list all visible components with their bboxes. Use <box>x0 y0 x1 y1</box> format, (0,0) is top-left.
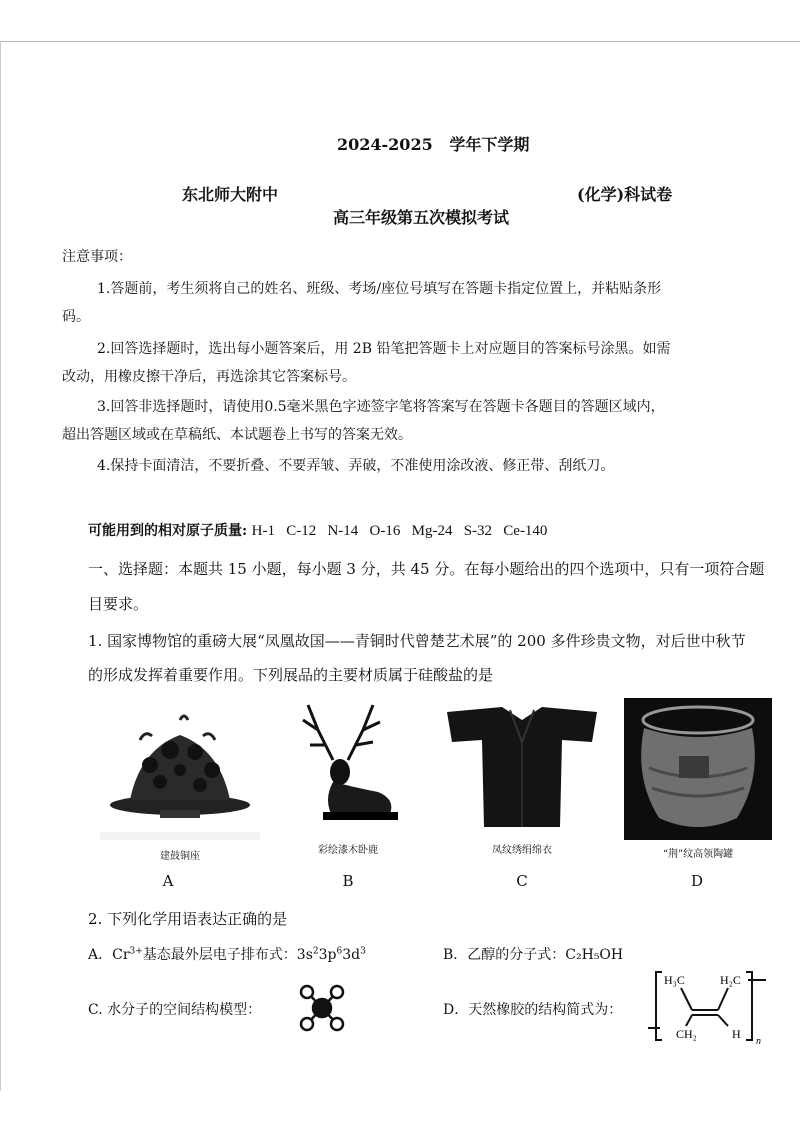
rubber-group-methyl: H₃C <box>664 973 685 987</box>
q2-a-count-2: 6 <box>336 946 343 957</box>
q2-a-count-3: 3 <box>360 946 366 957</box>
page-top-border <box>0 41 800 42</box>
option-a-letter: A <box>162 872 174 890</box>
bronze-drum-stand-image <box>100 710 260 840</box>
q2-a-orbital-3: 3d <box>342 947 361 963</box>
subject-title: (化学)科试卷 <box>577 185 673 204</box>
header-year <box>337 132 529 155</box>
option-d-caption: “荆”纹高领陶罐 <box>662 849 734 860</box>
q2-option-b: B．乙醇的分子式：C₂H₅OH <box>443 947 624 963</box>
section1-line-2: 目要求。 <box>88 595 149 613</box>
q1-line-1: 1. 国家博物馆的重磅大展“凤凰故国——青铜时代曾楚艺术展”的 200 多件珍贵文物，对后世中秋节 <box>88 632 746 650</box>
school-name: 东北师大附中 <box>182 185 279 204</box>
rubber-group-methylene: H₂C <box>720 973 741 987</box>
q2-a-text: 基态最外层电子排布式： <box>142 947 297 963</box>
exam-title: 高三年级第五次模拟考试 <box>333 208 510 227</box>
notice-item-3-line-1: 3.回答非选择题时，请使用0.5毫米黑色字迹签字笔将答案写在答题卡各题目的答题区域内， <box>97 399 665 415</box>
atomic-masses <box>88 520 547 540</box>
q2-option-a <box>88 944 366 964</box>
q2-option-c: C. 水分子的空间结构模型： <box>88 1002 262 1018</box>
section1-line-1: 一、选择题：本题共 15 小题，每小题 3 分，共 45 分。在每小题给出的四个选项中，只有一项符合题 <box>88 560 765 578</box>
q2-option-d: D．天然橡胶的结构简式为： <box>443 1002 623 1018</box>
page-left-border <box>0 41 1 1091</box>
rubber-repeat-n: n <box>756 1036 761 1046</box>
q2-stem: 2. 下列化学用语表达正确的是 <box>88 910 288 928</box>
option-b-letter: B <box>342 872 354 890</box>
year-label: 2024-2025 <box>337 135 433 154</box>
option-b-caption: 彩绘漆木卧鹿 <box>318 845 378 856</box>
option-a-caption: 建鼓铜座 <box>160 851 200 862</box>
q2-a-count-1: 2 <box>312 946 319 957</box>
rubber-group-h: H <box>732 1027 741 1041</box>
natural-rubber-structure <box>648 966 768 1046</box>
q2-a-prefix: A．Cr <box>88 947 130 963</box>
notice-title: 注意事项： <box>62 249 132 265</box>
silk-robe-image <box>442 702 602 832</box>
lacquer-deer-image <box>288 700 408 830</box>
atomic-masses-label: 可能用到的相对原子质量: <box>88 523 248 539</box>
notice-item-2-line-1: 2.回答选择题时，选出每小题答案后，用 2B 铅笔把答题卡上对应题目的答案标号涂黑。如需 <box>97 341 671 357</box>
q2-a-charge: 3+ <box>129 946 143 957</box>
notice-item-1-line-1: 1.答题前，考生须将自己的姓名、班级、考场/座位号填写在答题卡指定位置上，并粘贴条形 <box>97 281 662 297</box>
water-molecule-model-icon <box>296 980 348 1036</box>
notice-item-2-line-2: 改动，用橡皮擦干净后，再选涂其它答案标号。 <box>62 369 356 385</box>
notice-item-3-line-2: 超出答题区域或在草稿纸、本试题卷上书写的答案无效。 <box>62 427 412 443</box>
option-c-caption: 凤纹绣绢绵衣 <box>492 845 552 856</box>
q2-a-orbital-1: 3s <box>296 947 313 963</box>
q1-line-2: 的形成发挥着重要作用。下列展品的主要材质属于硅酸盐的是 <box>88 666 494 684</box>
atomic-masses-values: H-1 C-12 N-14 O-16 Mg-24 S-32 Ce-140 <box>251 523 548 539</box>
rubber-group-ch2: CH₂ <box>676 1027 697 1041</box>
option-d-letter: D <box>690 872 704 890</box>
option-c-letter: C <box>516 872 528 890</box>
term-label: 学年下学期 <box>449 135 530 154</box>
q2-a-orbital-2: 3p <box>318 947 337 963</box>
pottery-jar-image <box>624 698 772 840</box>
notice-item-1-line-2: 码。 <box>62 309 90 325</box>
notice-item-4-line-1: 4.保持卡面清洁，不要折叠、不要弄皱、弄破，不准使用涂改液、修正带、刮纸刀。 <box>97 458 615 474</box>
